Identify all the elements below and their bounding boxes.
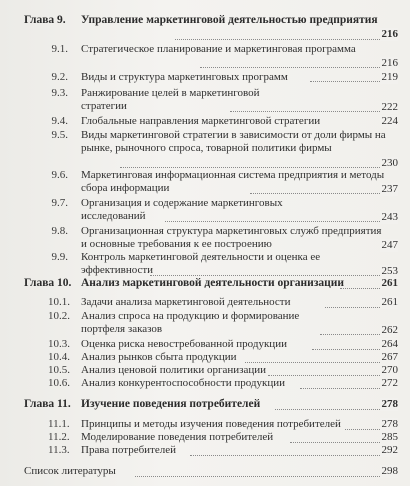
entry-title: Организационная структура маркетинговых служб предприятия и основные требования к ее построению [81, 225, 382, 250]
entry-title: Ранжирование целей в маркетинговой стратегии [81, 87, 260, 112]
entry-number: 10.6. [48, 377, 70, 389]
dot-leader [245, 361, 380, 363]
entry-page: 267 [381, 351, 398, 363]
entry-page: 264 [381, 338, 398, 350]
entry-title: Анализ ценовой политики организации [81, 364, 267, 376]
entry-page: 270 [381, 364, 398, 376]
entry-page: 278 [381, 418, 398, 430]
entry-number: 11.3. [48, 444, 70, 456]
dot-leader [345, 428, 380, 430]
entry-title: Анализ рынков сбыта продукции [81, 351, 237, 363]
dot-leader [175, 38, 380, 40]
entry-page: 262 [381, 324, 398, 336]
chapter-title: Изучение поведения потребителей [81, 398, 261, 410]
entry-page: 243 [381, 211, 398, 223]
dot-leader [135, 475, 380, 477]
entry-title: Виды маркетинговой стратегии в зависимости от доли фирмы на рынке, рыночного спроса, товарной политики фирмы [81, 129, 386, 154]
entry-number: 10.2. [48, 310, 70, 322]
dot-leader [120, 166, 380, 168]
chapter-page: 278 [381, 398, 398, 410]
entry-title: Организация и содержание маркетинговых исследований [81, 197, 283, 222]
entry-number: 9.2. [51, 71, 68, 83]
chapter-number: Глава 11. [24, 398, 71, 410]
entry-number: 9.5. [51, 129, 68, 141]
entry-page: 272 [381, 377, 398, 389]
dot-leader [325, 306, 380, 308]
entry-number: 9.3. [51, 87, 68, 99]
entry-page: 222 [381, 101, 398, 113]
entry-title: Задачи анализа маркетинговой деятельности [81, 296, 291, 308]
dot-leader [340, 287, 380, 289]
entry-page: 292 [381, 444, 398, 456]
entry-number: 11.2. [48, 431, 70, 443]
entry-number: 10.4. [48, 351, 70, 363]
dot-leader [275, 408, 380, 410]
entry-number: 10.3. [48, 338, 70, 350]
chapter-title: Управление маркетинговой деятельностью предприятия [81, 14, 378, 26]
chapter-number: Глава 10. [24, 277, 72, 289]
entry-page: 247 [381, 239, 398, 251]
dot-leader [312, 348, 380, 350]
dot-leader [200, 66, 380, 68]
entry-number: 9.9. [51, 251, 68, 263]
dot-leader [320, 333, 380, 335]
entry-title: Анализ спроса на продукцию и формирование портфеля заказов [81, 310, 300, 335]
dot-leader [165, 220, 380, 222]
dot-leader [300, 387, 380, 389]
entry-title: Маркетинговая информационная система предприятия и методы сбора информации [81, 169, 385, 194]
dot-leader [150, 274, 380, 276]
entry-page: 237 [381, 183, 398, 195]
entry-page: 253 [381, 265, 398, 277]
entry-title: Стратегическое планирование и маркетинговая программа [81, 43, 356, 55]
entry-number: 10.1. [48, 296, 70, 308]
bibliography-title: Список литературы [24, 465, 116, 477]
entry-page: 285 [381, 431, 398, 443]
entry-page: 230 [381, 157, 398, 169]
chapter-page: 261 [381, 277, 398, 289]
entry-number: 9.4. [51, 115, 68, 127]
entry-page: 216 [381, 57, 398, 69]
entry-title: Анализ конкурентоспособности продукции [81, 377, 286, 389]
dot-leader [268, 374, 380, 376]
entry-title: Контроль маркетинговой деятельности и оценка ее эффективности [81, 251, 321, 276]
entry-title: Права потребителей [81, 444, 177, 456]
chapter-title: Анализ маркетинговой деятельности организации [81, 277, 345, 289]
entry-title: Виды и структура маркетинговых программ [81, 71, 288, 83]
entry-page: 219 [381, 71, 398, 83]
entry-number: 9.1. [51, 43, 68, 55]
entry-number: 11.1. [48, 418, 70, 430]
dot-leader [230, 110, 380, 112]
bibliography-page: 298 [381, 465, 398, 477]
chapter-number: Глава 9. [24, 14, 66, 26]
dot-leader [290, 441, 380, 443]
entry-number: 9.7. [51, 197, 68, 209]
entry-number: 9.6. [51, 169, 68, 181]
chapter-page: 216 [381, 28, 398, 40]
entry-title: Оценка риска невостребованной продукции [81, 338, 287, 350]
entry-page: 261 [381, 296, 398, 308]
entry-title: Глобальные направления маркетинговой стратегии [81, 115, 321, 127]
entry-number: 10.5. [48, 364, 70, 376]
entry-title: Моделирование поведения потребителей [81, 431, 274, 443]
entry-number: 9.8. [51, 225, 68, 237]
dot-leader [250, 192, 380, 194]
entry-page: 224 [381, 115, 398, 127]
dot-leader [190, 454, 380, 456]
entry-title: Принципы и методы изучения поведения потребителей [81, 418, 341, 430]
dot-leader [310, 80, 380, 82]
